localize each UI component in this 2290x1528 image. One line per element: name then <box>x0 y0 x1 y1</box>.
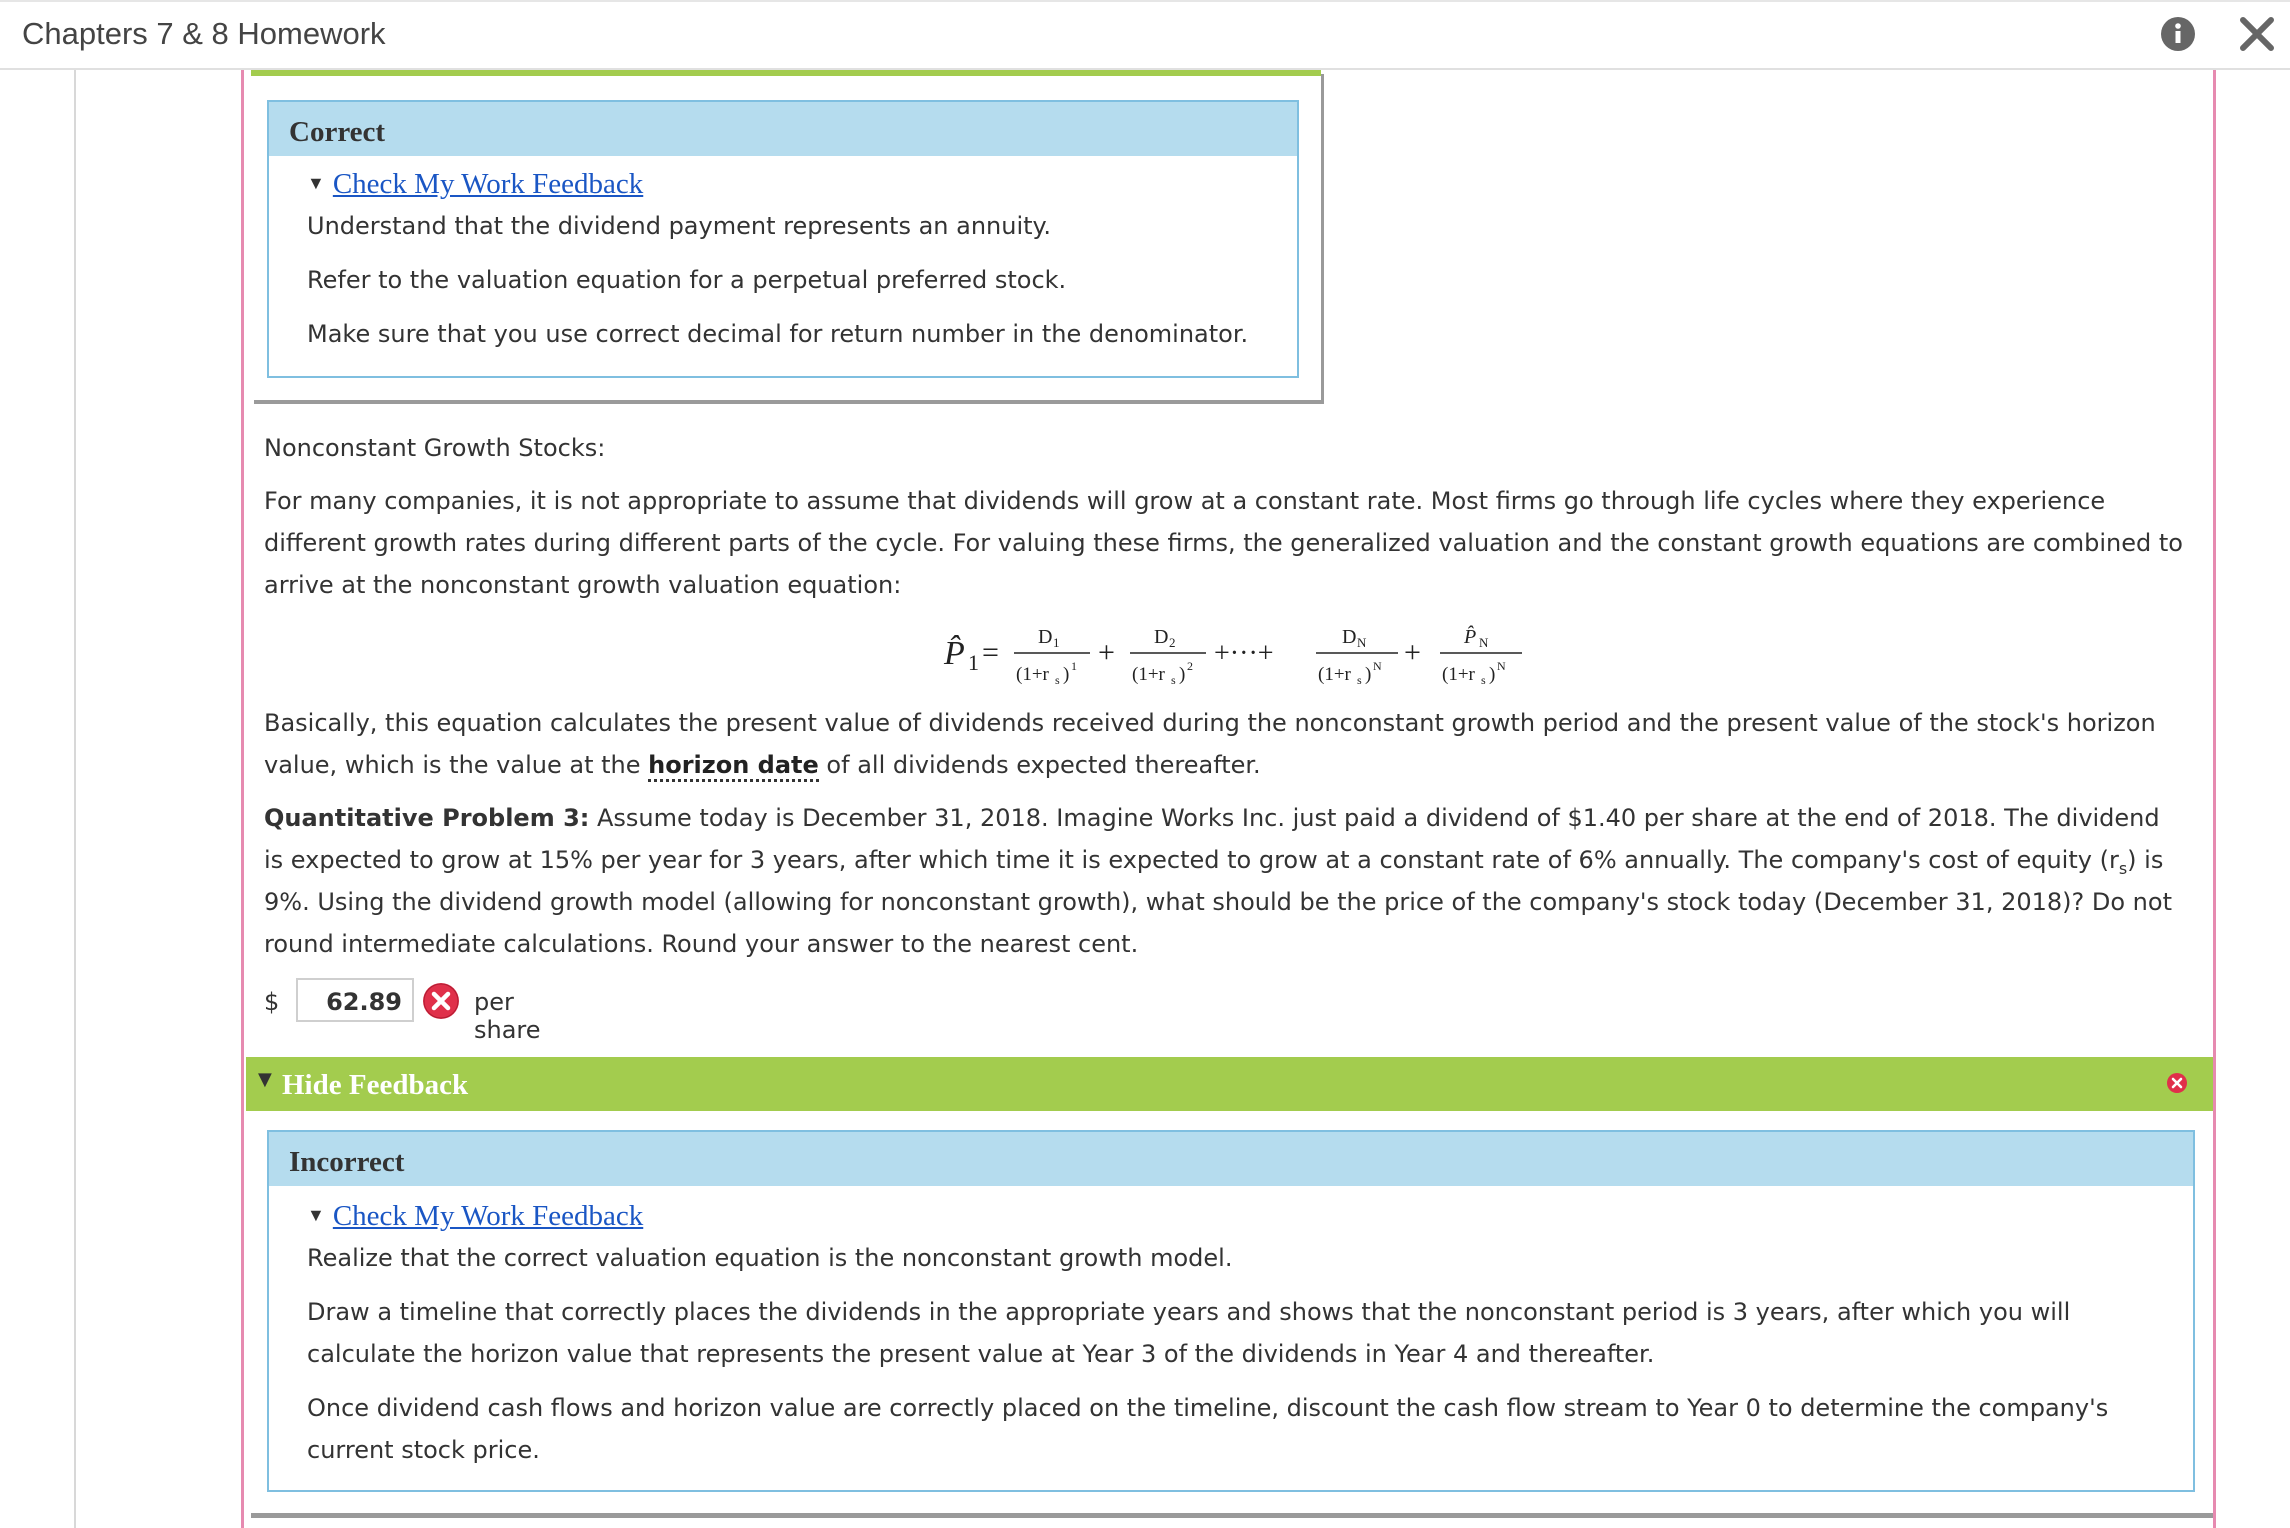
term-denominator-sub: s <box>1357 673 1362 687</box>
term-denominator-exp: 2 <box>1187 659 1193 673</box>
problem-line: round intermediate calculations. Round your answer to the nearest cent. <box>264 930 1139 958</box>
term-denominator: (1+r <box>1016 664 1049 685</box>
feedback-line: current stock price. <box>307 1436 540 1464</box>
page-title: Chapters 7 & 8 Homework <box>22 16 386 51</box>
term-denominator-sub: s <box>1171 673 1176 687</box>
term-denominator-close: ) <box>1063 664 1070 685</box>
feedback-link-row[interactable] <box>307 1200 643 1233</box>
feedback-box-incorrect <box>267 1130 2195 1492</box>
text-subscript: s <box>2118 858 2128 878</box>
feedback-line: Once dividend cash flows and horizon value are correctly placed on the timeline, discount the cash flow stream to Year 0 to determine the company's <box>307 1394 2109 1422</box>
problem-line <box>264 797 2160 839</box>
feedback-status: Incorrect <box>269 1132 2193 1186</box>
term-numerator: D <box>1038 626 1053 648</box>
currency-symbol: $ <box>264 988 280 1016</box>
text-segment: value, which is the value at the <box>264 751 649 779</box>
formula-equals: = <box>982 636 999 669</box>
term-denominator: (1+r <box>1132 664 1165 685</box>
info-icon[interactable] <box>2160 16 2196 52</box>
feedback-line: Draw a timeline that correctly places the dividends in the appropriate years and shows that the nonconstant period is 3 years, after which you will <box>307 1298 2071 1326</box>
check-my-work-link[interactable]: Check My Work Feedback <box>332 1200 644 1232</box>
term-numerator: D <box>1154 626 1169 648</box>
feedback-line: calculate the horizon value that represents the present value at Year 3 of the dividends in Year 4 and thereafter. <box>307 1340 1655 1368</box>
term-numerator-sub: N <box>1479 635 1489 650</box>
feedback-link-row[interactable] <box>307 168 643 201</box>
feedback-box-correct <box>267 100 1299 378</box>
feedback-line: Refer to the valuation equation for a perpetual preferred stock. <box>307 266 1067 294</box>
term-numerator-sub: 2 <box>1169 635 1176 650</box>
valuation-formula <box>940 618 1530 694</box>
formula-lhs-sub: 1 <box>968 650 979 675</box>
term-numerator: D <box>1342 626 1357 648</box>
close-icon[interactable] <box>2237 14 2277 54</box>
formula-plus: + <box>1404 636 1421 669</box>
card-bottom-shadow <box>251 1513 2213 1518</box>
collapse-triangle-icon[interactable]: ▼ <box>258 1069 272 1090</box>
feedback-status: Correct <box>269 102 1297 156</box>
formula-lhs: P̂ <box>944 635 965 672</box>
formula-ellipsis: +···+ <box>1214 638 1274 669</box>
term-numerator-sub: 1 <box>1053 635 1060 650</box>
explanation-line: Basically, this equation calculates the present value of dividends received during the nonconstant growth period and the present value of the stock's horizon <box>264 709 2156 737</box>
term-denominator-exp: N <box>1497 659 1506 673</box>
feedback-line: Realize that the correct valuation equation is the nonconstant growth model. <box>307 1244 1233 1272</box>
text-segment: is expected to grow at 15% per year for 3 years, after which time it is expected to grow at a constant rate of 6% annually. The company's cost of equity (r <box>264 846 2119 874</box>
content-frame-left <box>241 70 244 1528</box>
content-frame-right <box>2213 70 2216 1528</box>
feedback-card-correct <box>251 70 1321 400</box>
incorrect-x-icon <box>422 982 460 1020</box>
term-denominator-exp: 1 <box>1071 659 1077 673</box>
horizon-date-glossary-link[interactable]: horizon date <box>648 751 819 782</box>
close-feedback-icon[interactable] <box>2166 1072 2188 1094</box>
intro-line: different growth rates during different parts of the cycle. For valuing these firms, the generalized valuation and the constant growth equations are combined to <box>264 529 2183 557</box>
answer-unit: per share <box>474 988 541 1044</box>
formula-plus: + <box>1098 636 1115 669</box>
check-my-work-link[interactable]: Check My Work Feedback <box>332 168 644 200</box>
term-numerator-sub: N <box>1357 635 1367 650</box>
term-numerator: P̂ <box>1464 626 1477 648</box>
intro-line: For many companies, it is not appropriate to assume that dividends will grow at a constant rate. Most firms go through life cycles where they experience <box>264 487 2106 515</box>
feedback-line: Understand that the dividend payment represents an annuity. <box>307 212 1051 240</box>
expand-triangle-icon[interactable]: ▼ <box>307 1205 325 1225</box>
outer-frame-line <box>74 70 76 1528</box>
feedback-line: Make sure that you use correct decimal for return number in the denominator. <box>307 320 1249 348</box>
expand-triangle-icon[interactable]: ▼ <box>307 173 325 193</box>
text-segment: ) is <box>2127 846 2164 874</box>
problem-line: 9%. Using the dividend growth model (allowing for nonconstant growth), what should be the price of the company's stock today (December 31, 2018)? Do not <box>264 888 2172 916</box>
term-denominator: (1+r <box>1442 664 1475 685</box>
hide-feedback-label[interactable]: Hide Feedback <box>282 1069 469 1101</box>
term-denominator-sub: s <box>1481 673 1486 687</box>
explanation-line <box>264 744 1261 786</box>
text-segment: of all dividends expected thereafter. <box>818 751 1261 779</box>
term-denominator-exp: N <box>1373 659 1382 673</box>
term-denominator-close: ) <box>1179 664 1186 685</box>
answer-input[interactable]: 62.89 <box>296 978 414 1022</box>
problem-label: Quantitative Problem 3: <box>264 804 590 832</box>
term-denominator-close: ) <box>1489 664 1496 685</box>
text-segment: Assume today is December 31, 2018. Imagine Works Inc. just paid a dividend of $1.40 per share at the end of 2018. The dividend <box>589 804 2160 832</box>
hide-feedback-bar[interactable] <box>246 1057 2213 1111</box>
term-denominator-close: ) <box>1365 664 1372 685</box>
term-denominator: (1+r <box>1318 664 1351 685</box>
intro-line: arrive at the nonconstant growth valuation equation: <box>264 571 902 599</box>
term-denominator-sub: s <box>1055 673 1060 687</box>
section-title: Nonconstant Growth Stocks: <box>264 434 606 462</box>
title-bar <box>0 0 2290 70</box>
